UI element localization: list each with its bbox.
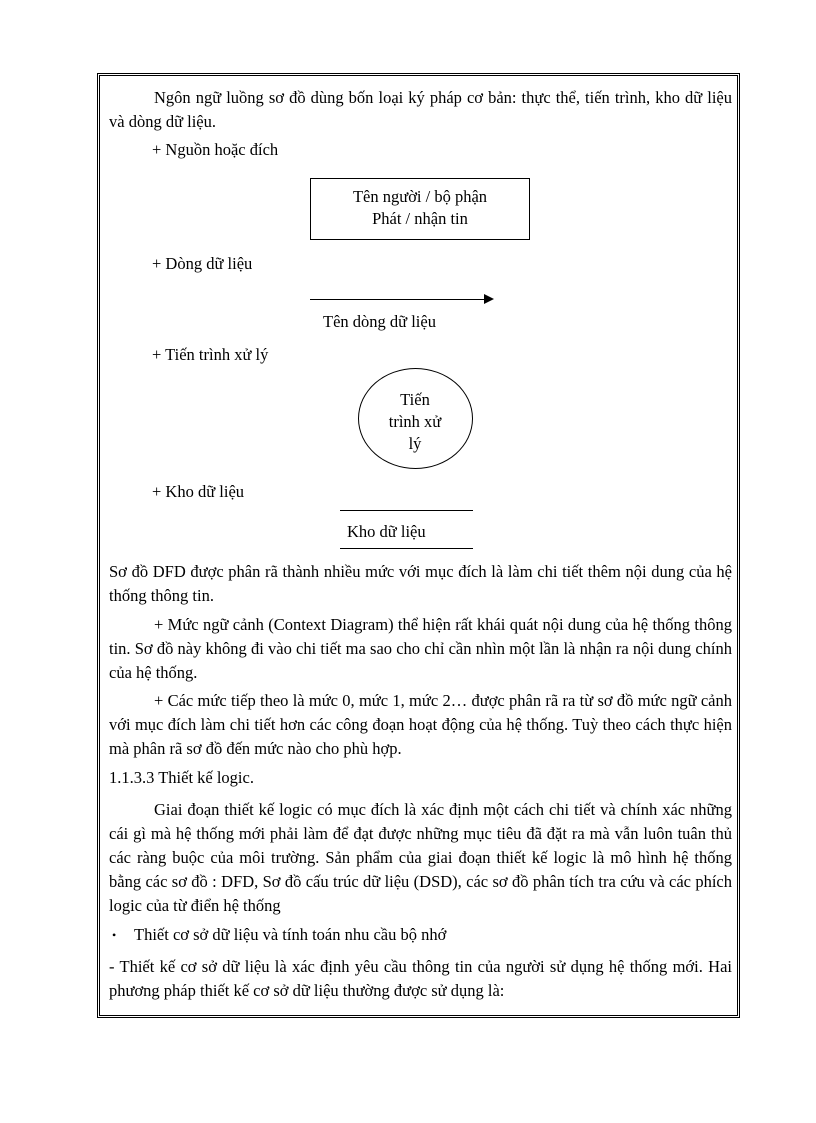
bullet-icon: • [112, 928, 117, 942]
dfd-levels-paragraph: Sơ đồ DFD được phân rã thành nhiều mức với mục đích là làm chi tiết thêm nội dung của hệ thống thông tin. [109, 562, 732, 605]
process-line-1: Tiến [400, 390, 430, 409]
next-levels-paragraph: + Các mức tiếp theo là mức 0, mức 1, mức 2… được phân rã ra từ sơ đồ mức ngữ cảnh với mục đích làm chi tiết hơn các công đoạn hoạt động của hệ thống. Tuỳ theo cách thực hiện mà phân rã sơ đồ đến mức nào cho phù hợp. [109, 691, 732, 758]
arrow-head-icon [484, 294, 494, 304]
context-level-paragraph: + Mức ngữ cảnh (Context Diagram) thể hiện rất khái quát nội dung của hệ thống thông tin. Sơ đồ này không đi vào chi tiết ma sao cho chỉ cần nhìn một lần là nhận ra nội dung chính của hệ thống. [109, 615, 732, 682]
logic-design-paragraph: Giai đoạn thiết kế logic có mục đích là xác định một cách chi tiết và chính xác những cái gì mà hệ thống mới phải làm để đạt được những mục tiêu đã đặt ra mà vẫn luôn tuân thủ các ràng buộc của môi trường. Sản phẩm của giai đoạn thiết kế logic là mô hình hệ thống bằng các sơ đồ : DFD, Sơ đồ cấu trúc dữ liệu (DSD), các sơ đồ phân tích tra cứu và các phích logic của từ điển hệ thống [109, 800, 732, 915]
data-store-top-line [340, 510, 473, 511]
bullet-item-text: Thiết cơ sở dữ liệu và tính toán nhu cầu bộ nhớ [134, 925, 447, 944]
store-caption: Kho dữ liệu [347, 522, 426, 541]
db-design-paragraph: - Thiết kế cơ sở dữ liệu là xác định yêu cầu thông tin của người sử dụng hệ thống mới. Hai phương pháp thiết kế cơ sở dữ liệu thường được sử dụng là: [109, 957, 732, 1000]
section-heading: 1.1.3.3 Thiết kế logic. [109, 768, 254, 787]
store-notation-label: + Kho dữ liệu [152, 482, 245, 501]
process-notation-label: + Tiến trình xử lý [152, 345, 269, 364]
flow-notation-label: + Dòng dữ liệu [152, 254, 253, 273]
process-ellipse-text [375, 389, 455, 455]
data-flow-arrow-line [310, 299, 486, 300]
external-entity-symbol [310, 178, 530, 240]
entity-line-1: Tên người / bộ phận [352, 187, 488, 206]
data-store-bottom-line [340, 548, 473, 549]
intro-paragraph: Ngôn ngữ luồng sơ đồ dùng bốn loại ký pháp cơ bản: thực thể, tiến trình, kho dữ liệu và dòng dữ liệu. [109, 88, 732, 131]
process-line-3: lý [408, 434, 422, 453]
entity-line-2: Phát / nhận tin [372, 209, 468, 228]
process-line-2: trình xử [388, 412, 442, 431]
flow-caption: Tên dòng dữ liệu [323, 312, 436, 331]
source-notation-label: + Nguồn hoặc đích [152, 140, 279, 159]
